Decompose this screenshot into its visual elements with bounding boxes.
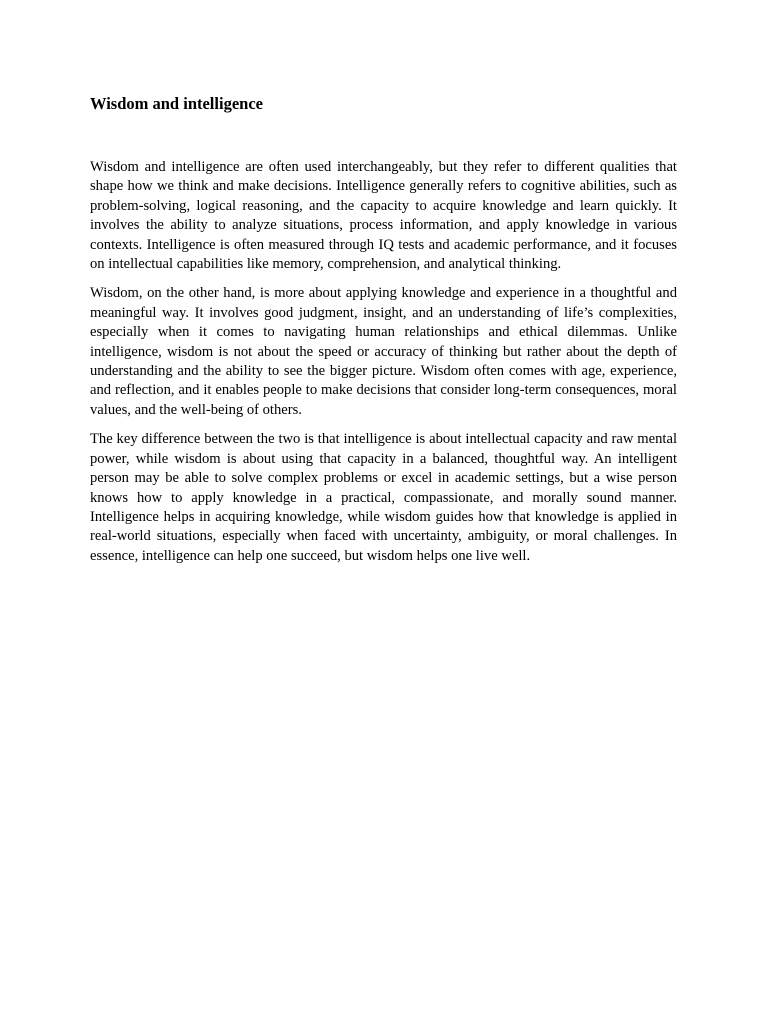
- document-title: Wisdom and intelligence: [90, 94, 263, 113]
- document-body: [90, 93, 677, 566]
- paragraph-key-difference: The key difference between the two is that intelligence is about intellectual capacity and raw mental power, while wisdom is about using that capacity in a balanced, thoughtful way. An intelligent person may be able to solve complex problems or excel in academic settings, but a wise person knows how to apply knowledge in a practical, compassionate, and morally sound manner. Intelligence helps in acquiring knowledge, while wisdom guides how that knowledge is applied in real-world situations, especially when faced with uncertainty, ambiguity, or moral challenges. In essence, intelligence can help one succeed, but wisdom helps one live well.: [90, 431, 677, 564]
- paragraph-intelligence: Wisdom and intelligence are often used interchangeably, but they refer to different qualities that shape how we think and make decisions. Intelligence generally refers to cognitive abilities, such as problem-solving, logical reasoning, and the capacity to acquire knowledge and learn quickly. It involves the ability to analyze situations, process information, and apply knowledge in various contexts. Intelligence is often measured through IQ tests and academic performance, and it focuses on intellectual capabilities like memory, comprehension, and analytical thinking.: [90, 159, 677, 273]
- paragraph-wisdom: Wisdom, on the other hand, is more about applying knowledge and experience in a thoughtful and meaningful way. It involves good judgment, insight, and an understanding of life’s complexities, especially when it comes to navigating human relationships and ethical dilemmas. Unlike intelligence, wisdom is not about the speed or accuracy of thinking but rather about the depth of understanding and the ability to see the bigger picture. Wisdom often comes with age, experience, and reflection, and it enables people to make decisions that consider long-term consequences, moral values, and the well-being of others.: [90, 285, 677, 418]
